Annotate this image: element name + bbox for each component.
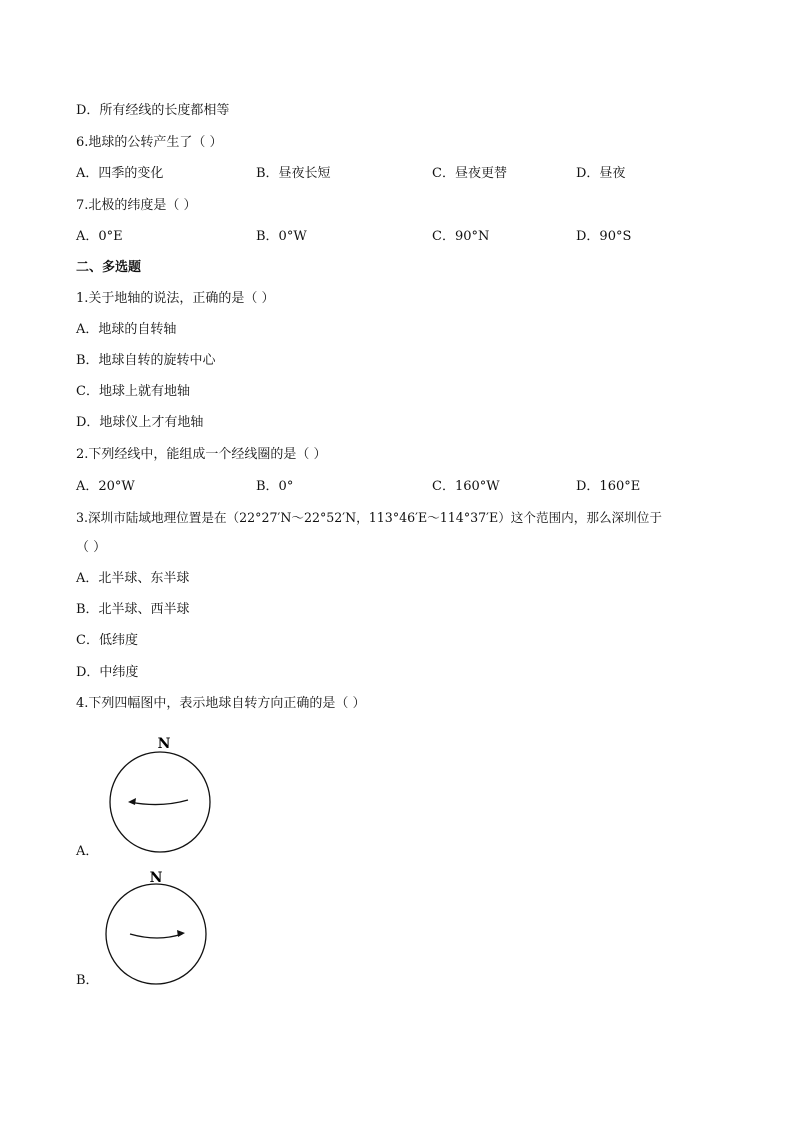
q6-option-b: B．昼夜长短	[256, 166, 331, 181]
figure-a-north-label: N	[157, 736, 171, 752]
figure-a-arrowhead	[128, 798, 136, 805]
q7-option-b: B．0°W	[256, 229, 307, 244]
figure-a-globe-diagram	[104, 732, 216, 854]
m1-option-a: A．地球的自转轴	[76, 322, 177, 337]
m3-stem-line2: （ ）	[76, 540, 107, 555]
q6-option-d: D．昼夜	[576, 166, 626, 181]
figure-a-rotation-arrow	[130, 800, 188, 805]
section-heading-multiple-choice: 二、多选题	[76, 260, 142, 275]
m2-stem: 2.下列经线中，能组成一个经线圈的是（ ）	[76, 447, 327, 462]
q5-option-d: D．所有经线的长度都相等	[76, 103, 230, 118]
m2-option-d: D．160°E	[576, 479, 641, 494]
q7-option-a: A．0°E	[76, 229, 123, 244]
m4-stem: 4.下列四幅图中，表示地球自转方向正确的是（ ）	[76, 696, 366, 711]
m2-option-a: A．20°W	[76, 479, 135, 494]
figure-b-north-label: N	[149, 870, 163, 886]
figure-b-globe-circle	[106, 884, 206, 984]
m3-option-c: C．低纬度	[76, 633, 138, 648]
figure-b-arrowhead	[177, 930, 185, 937]
m1-stem: 1.关于地轴的说法，正确的是（ ）	[76, 291, 275, 306]
m3-option-a: A．北半球、东半球	[76, 571, 190, 586]
figure-b-label: B．	[76, 973, 99, 988]
q6-stem: 6.地球的公转产生了（ ）	[76, 135, 223, 150]
q6-option-a: A．四季的变化	[76, 166, 164, 181]
q7-stem: 7.北极的纬度是（ ）	[76, 198, 197, 213]
m1-option-c: C．地球上就有地轴	[76, 384, 190, 399]
m2-option-b: B．0°	[256, 479, 294, 494]
m3-option-b: B．北半球、西半球	[76, 602, 190, 617]
q7-option-d: D．90°S	[576, 229, 632, 244]
m1-option-b: B．地球自转的旋转中心	[76, 353, 216, 368]
figure-a-globe-circle	[110, 752, 210, 852]
figure-a-label: A．	[76, 844, 99, 859]
m3-option-d: D．中纬度	[76, 665, 139, 680]
m1-option-d: D．地球仪上才有地轴	[76, 415, 204, 430]
q6-option-c: C．昼夜更替	[432, 166, 507, 181]
figure-b-rotation-arrow	[130, 934, 182, 938]
m2-option-c: C．160°W	[432, 479, 500, 494]
figure-b-globe-diagram	[102, 866, 214, 986]
m3-stem-line1: 3.深圳市陆域地理位置是在（22°27′N～22°52′N，113°46′E～114°37′E）这个范围内，那么深圳位于	[76, 510, 662, 525]
q7-option-c: C．90°N	[432, 229, 490, 244]
